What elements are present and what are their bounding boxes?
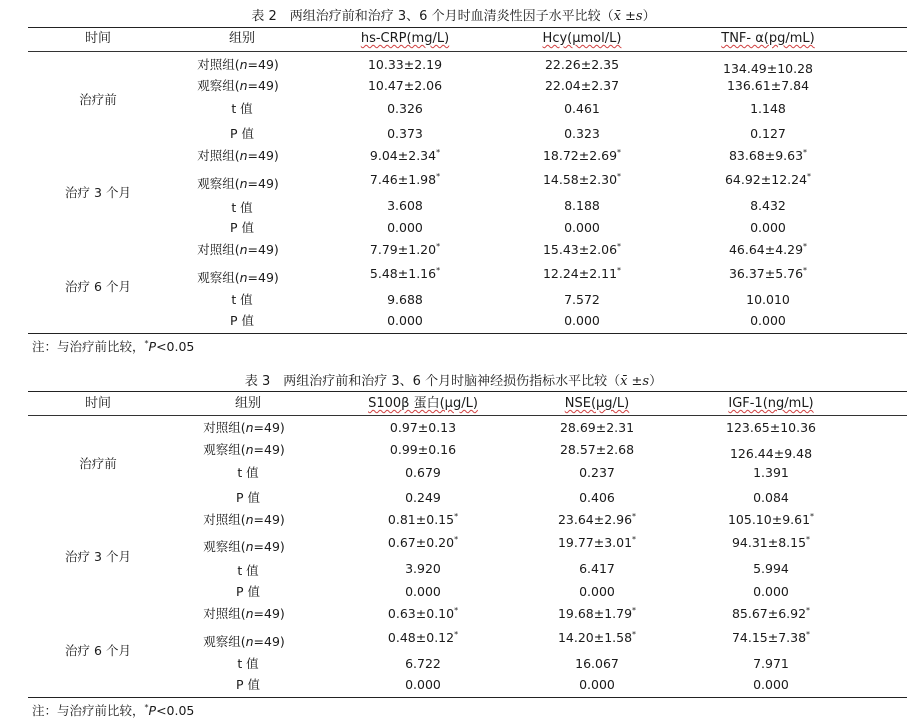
bottom-rule — [28, 697, 907, 698]
top-rule — [28, 391, 907, 392]
header-col-1: S100β 蛋白(μg/L) — [368, 396, 478, 411]
value-cell: 0.323 — [564, 126, 600, 141]
cell-text: n — [245, 606, 254, 621]
title-stat: x̄ ±s — [620, 374, 650, 389]
title-stat: x̄ ±s — [613, 9, 643, 24]
significance-mark: * — [803, 148, 808, 157]
cell-text: =49) — [247, 270, 279, 285]
value-cell — [732, 533, 810, 553]
stat-label: t 值 — [231, 101, 253, 116]
cell-text: 10.33±2.19 — [367, 57, 443, 72]
cell-text: 对照组( — [197, 148, 240, 163]
value-cell — [726, 418, 816, 438]
value-cell — [388, 533, 458, 553]
value-cell — [729, 240, 807, 260]
value-cell: 0.000 — [564, 220, 600, 235]
table-row — [0, 124, 907, 144]
value-cell: 1.391 — [753, 465, 789, 480]
table-row — [0, 55, 907, 75]
cell-text: =49) — [253, 634, 285, 649]
header-group: 组别 — [228, 31, 256, 46]
table-note — [32, 702, 194, 720]
value-cell — [390, 440, 456, 460]
value-cell — [370, 146, 440, 166]
significance-mark: * — [617, 242, 622, 251]
significance-mark: * — [806, 606, 811, 615]
value-cell — [543, 146, 621, 166]
cell-text: 观察组( — [197, 270, 240, 285]
cell-text: n — [245, 634, 254, 649]
cell-text: n — [239, 78, 248, 93]
value-cell — [390, 418, 456, 438]
stat-label: t 值 — [237, 563, 259, 578]
cell-text: =49) — [247, 57, 279, 72]
cell-text: 观察组( — [197, 176, 240, 191]
group-cell — [203, 418, 285, 438]
value-cell — [370, 170, 440, 190]
cell-text: 5.48±1.16 — [369, 266, 437, 281]
cell-text: 134.49±10.28 — [723, 61, 813, 76]
table-row — [0, 311, 907, 331]
header-group: 组别 — [234, 396, 262, 411]
cell-text: =49) — [247, 176, 279, 191]
cell-text: 126.44±9.48 — [729, 446, 813, 461]
cell-text: 7.79±1.20 — [369, 242, 437, 257]
value-cell: 0.679 — [405, 465, 441, 480]
cell-text: n — [239, 57, 248, 72]
header-col-2: NSE(μg/L) — [564, 396, 630, 411]
table-title: 两组治疗前和治疗 3、6 个月时血清炎性因子水平比较（ — [289, 9, 614, 24]
table-row — [0, 582, 907, 602]
value-cell: 6.722 — [405, 656, 441, 671]
value-cell: 6.417 — [579, 561, 615, 576]
value-cell — [729, 146, 807, 166]
cell-text: =49) — [247, 242, 279, 257]
cell-text: 观察组( — [203, 442, 246, 457]
cell-text: 64.92±12.24 — [724, 172, 808, 187]
table-row — [0, 533, 907, 553]
significance-mark: * — [803, 266, 808, 275]
value-cell: 8.188 — [564, 198, 600, 213]
time-label: 治疗前 — [79, 456, 117, 471]
table-row — [0, 218, 907, 238]
cell-text: n — [239, 242, 248, 257]
group-cell — [203, 537, 285, 557]
value-cell: 7.572 — [564, 292, 600, 307]
cell-text: 123.65±10.36 — [726, 420, 816, 435]
bottom-rule — [28, 333, 907, 334]
cell-text: 7.46±1.98 — [369, 172, 437, 187]
value-cell — [370, 240, 440, 260]
cell-text: 46.64±4.29 — [728, 242, 804, 257]
significance-mark: * — [810, 512, 815, 521]
significance-mark: * — [617, 172, 622, 181]
value-cell — [543, 264, 621, 284]
cell-text: 28.69±2.31 — [559, 420, 635, 435]
cell-text: 83.68±9.63 — [728, 148, 804, 163]
value-cell: 0.000 — [387, 220, 423, 235]
value-cell: 0.373 — [387, 126, 423, 141]
value-cell: 8.432 — [750, 198, 786, 213]
header-time: 时间 — [84, 396, 112, 411]
time-label: 治疗前 — [79, 92, 117, 107]
value-cell: 0.000 — [753, 584, 789, 599]
table-row — [0, 488, 907, 508]
value-cell — [725, 170, 811, 190]
cell-text: 0.81±0.15 — [387, 512, 455, 527]
header-rule — [28, 51, 907, 52]
cell-text: 12.24±2.11 — [542, 266, 618, 281]
group-cell — [197, 76, 279, 96]
table-2-caption — [0, 5, 907, 24]
cell-text: 对照组( — [203, 606, 246, 621]
significance-mark: * — [806, 535, 811, 544]
value-cell — [558, 533, 636, 553]
significance-mark: * — [436, 266, 441, 275]
cell-text: <0.05 — [156, 703, 195, 718]
value-cell — [558, 628, 636, 648]
table-row — [0, 604, 907, 624]
significance-mark: * — [807, 172, 812, 181]
cell-text: 0.67±0.20 — [387, 535, 455, 550]
cell-text: 0.48±0.12 — [387, 630, 455, 645]
header-row — [0, 29, 907, 49]
table-row — [0, 170, 907, 190]
significance-mark: * — [454, 606, 459, 615]
cell-text: 注：与治疗前比较， — [32, 703, 145, 718]
cell-text: =49) — [253, 539, 285, 554]
header-col-2: Hcy(μmol/L) — [542, 31, 622, 46]
time-label: 治疗 6 个月 — [65, 279, 131, 294]
cell-text: P — [148, 339, 157, 354]
value-cell — [543, 170, 621, 190]
significance-mark: * — [632, 630, 637, 639]
value-cell: 0.000 — [750, 313, 786, 328]
cell-text: =49) — [253, 420, 285, 435]
table-row — [0, 146, 907, 166]
stat-label: t 值 — [237, 656, 259, 671]
cell-text: 9.04±2.34 — [369, 148, 437, 163]
significance-mark: * — [632, 535, 637, 544]
value-cell: 0.000 — [753, 677, 789, 692]
value-cell: 0.000 — [405, 677, 441, 692]
cell-text: 观察组( — [203, 539, 246, 554]
cell-text: 对照组( — [197, 57, 240, 72]
table-row — [0, 99, 907, 119]
group-cell — [203, 604, 285, 624]
value-cell: 9.688 — [387, 292, 423, 307]
stat-label: P 值 — [229, 126, 255, 141]
group-cell — [197, 174, 279, 194]
value-cell — [370, 264, 440, 284]
value-cell — [560, 440, 634, 460]
group-cell — [197, 146, 279, 166]
cell-text: n — [245, 512, 254, 527]
cell-text: n — [245, 442, 254, 457]
value-cell: 5.994 — [753, 561, 789, 576]
cell-text: 0.97±0.13 — [389, 420, 457, 435]
significance-mark: * — [454, 535, 459, 544]
stat-label: t 值 — [231, 292, 253, 307]
cell-text: 15.43±2.06 — [542, 242, 618, 257]
stat-label: P 值 — [235, 584, 261, 599]
value-cell — [560, 418, 634, 438]
significance-mark: * — [436, 148, 441, 157]
value-cell — [388, 604, 458, 624]
value-cell — [388, 510, 458, 530]
cell-text: 18.72±2.69 — [542, 148, 618, 163]
value-cell: 0.000 — [405, 584, 441, 599]
table-title: 两组治疗前和治疗 3、6 个月时脑神经损伤指标水平比较（ — [283, 374, 621, 389]
time-label: 治疗 3 个月 — [65, 549, 131, 564]
cell-text: n — [239, 270, 248, 285]
value-cell: 0.000 — [564, 313, 600, 328]
cell-text: =49) — [253, 442, 285, 457]
value-cell: 0.326 — [387, 101, 423, 116]
table-row — [0, 440, 907, 460]
table-row — [0, 510, 907, 530]
top-rule — [28, 27, 907, 28]
significance-mark: * — [806, 630, 811, 639]
value-cell — [728, 510, 814, 530]
significance-mark: * — [632, 606, 637, 615]
cell-text: P — [148, 703, 157, 718]
value-cell — [368, 76, 442, 96]
cell-text: =49) — [247, 78, 279, 93]
significance-mark: * — [454, 512, 459, 521]
stat-label: t 值 — [237, 465, 259, 480]
group-cell — [203, 440, 285, 460]
header-time: 时间 — [84, 31, 112, 46]
cell-text: 19.68±1.79 — [557, 606, 633, 621]
value-cell — [388, 628, 458, 648]
cell-text: 28.57±2.68 — [559, 442, 635, 457]
cell-text: 14.20±1.58 — [557, 630, 633, 645]
cell-text: 14.58±2.30 — [542, 172, 618, 187]
header-col-3: TNF- α(pg/mL) — [721, 31, 815, 46]
cell-text: 74.15±7.38 — [731, 630, 807, 645]
time-label: 治疗 6 个月 — [65, 643, 131, 658]
cell-text: 105.10±9.61 — [727, 512, 811, 527]
significance-mark: * — [632, 512, 637, 521]
value-cell — [368, 55, 442, 75]
cell-text: 136.61±7.84 — [726, 78, 810, 93]
cell-text: 10.47±2.06 — [367, 78, 443, 93]
table-row — [0, 654, 907, 674]
value-cell — [543, 240, 621, 260]
table-row — [0, 76, 907, 96]
value-cell — [727, 76, 809, 96]
group-cell — [197, 240, 279, 260]
cell-text: 23.64±2.96 — [557, 512, 633, 527]
value-cell: 10.010 — [746, 292, 790, 307]
table-number: 表 2 — [251, 9, 277, 24]
cell-text: 观察组( — [203, 634, 246, 649]
value-cell — [729, 264, 807, 284]
value-cell: 3.920 — [405, 561, 441, 576]
value-cell — [558, 604, 636, 624]
cell-text: 对照组( — [197, 242, 240, 257]
group-cell — [197, 268, 279, 288]
value-cell: 0.237 — [579, 465, 615, 480]
table-row — [0, 559, 907, 579]
value-cell — [732, 604, 810, 624]
significance-mark: * — [617, 148, 622, 157]
group-cell — [197, 55, 279, 75]
group-cell — [203, 510, 285, 530]
table-note — [32, 338, 194, 356]
value-cell: 0.000 — [387, 313, 423, 328]
value-cell: 0.461 — [564, 101, 600, 116]
table-row — [0, 240, 907, 260]
cell-text: 19.77±3.01 — [557, 535, 633, 550]
time-label: 治疗 3 个月 — [65, 185, 131, 200]
table-row — [0, 628, 907, 648]
value-cell: 0.000 — [579, 677, 615, 692]
value-cell: 0.000 — [579, 584, 615, 599]
table-row — [0, 463, 907, 483]
cell-text: =49) — [247, 148, 279, 163]
table-row — [0, 675, 907, 695]
cell-text: 85.67±6.92 — [731, 606, 807, 621]
cell-text: n — [239, 176, 248, 191]
stat-label: P 值 — [229, 220, 255, 235]
header-row — [0, 394, 907, 414]
significance-mark: * — [144, 339, 149, 348]
value-cell: 3.608 — [387, 198, 423, 213]
cell-text: 36.37±5.76 — [728, 266, 804, 281]
group-cell — [203, 632, 285, 652]
value-cell: 0.249 — [405, 490, 441, 505]
value-cell: 0.000 — [750, 220, 786, 235]
stat-label: P 值 — [229, 313, 255, 328]
cell-text: 0.99±0.16 — [389, 442, 457, 457]
value-cell: 1.148 — [750, 101, 786, 116]
table-number: 表 3 — [244, 374, 271, 389]
cell-text: 22.26±2.35 — [544, 57, 620, 72]
header-rule — [28, 415, 907, 416]
value-cell: 7.971 — [753, 656, 789, 671]
cell-text: 22.04±2.37 — [544, 78, 620, 93]
table-row — [0, 290, 907, 310]
value-cell — [732, 628, 810, 648]
value-cell — [558, 510, 636, 530]
significance-mark: * — [436, 242, 441, 251]
value-cell: 16.067 — [575, 656, 619, 671]
cell-text: 观察组( — [197, 78, 240, 93]
header-col-3: IGF-1(ng/mL) — [728, 396, 814, 411]
cell-text: n — [239, 148, 248, 163]
significance-mark: * — [617, 266, 622, 275]
significance-mark: * — [144, 703, 149, 712]
cell-text: 对照组( — [203, 420, 246, 435]
value-cell — [545, 76, 619, 96]
header-col-1: hs-CRP(mg/L) — [360, 31, 450, 46]
cell-text: 对照组( — [203, 512, 246, 527]
table-3-caption — [0, 370, 907, 389]
value-cell: 0.084 — [753, 490, 789, 505]
significance-mark: * — [436, 172, 441, 181]
table-row — [0, 196, 907, 216]
stat-label: t 值 — [231, 200, 253, 215]
cell-text: =49) — [253, 512, 285, 527]
significance-mark: * — [803, 242, 808, 251]
cell-text: <0.05 — [156, 339, 195, 354]
significance-mark: * — [454, 630, 459, 639]
value-cell: 0.406 — [579, 490, 615, 505]
table-row — [0, 418, 907, 438]
title-close: ） — [642, 9, 656, 24]
cell-text: =49) — [253, 606, 285, 621]
table-row — [0, 264, 907, 284]
cell-text: 94.31±8.15 — [731, 535, 807, 550]
cell-text: 注：与治疗前比较， — [32, 339, 145, 354]
value-cell — [545, 55, 619, 75]
title-close: ） — [649, 374, 663, 389]
value-cell: 0.127 — [750, 126, 786, 141]
cell-text: n — [245, 420, 254, 435]
cell-text: n — [245, 539, 254, 554]
value-cell — [730, 444, 812, 464]
cell-text: 0.63±0.10 — [387, 606, 455, 621]
stat-label: P 值 — [235, 677, 261, 692]
stat-label: P 值 — [235, 490, 261, 505]
